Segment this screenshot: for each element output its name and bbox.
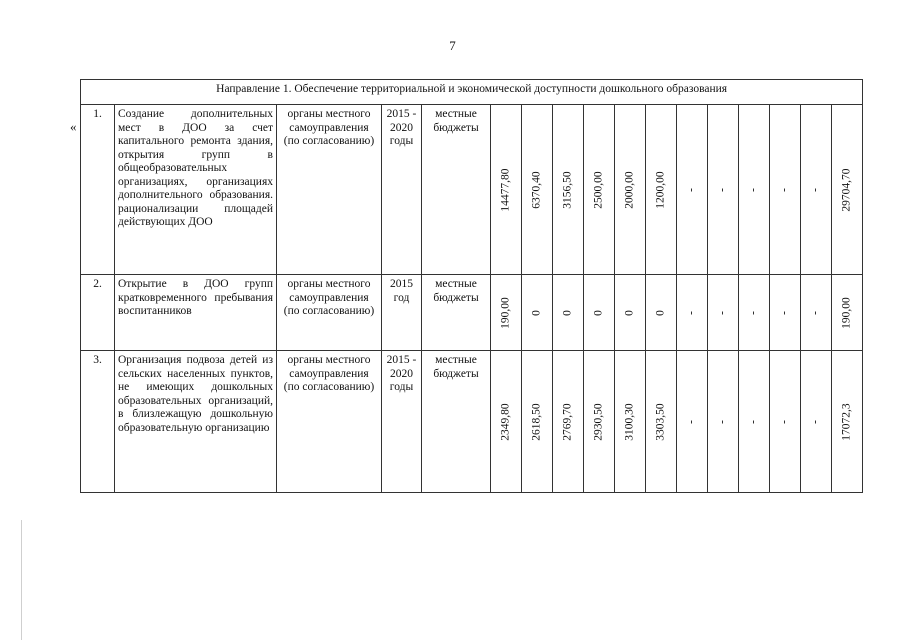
value-cell xyxy=(522,275,553,351)
value-cell xyxy=(677,351,708,493)
quote-mark: « xyxy=(70,119,77,134)
value-text: - xyxy=(685,419,698,424)
value-text: 0 xyxy=(654,309,667,316)
value-text: 0 xyxy=(530,309,543,316)
value-text: - xyxy=(716,419,729,424)
executor-cell: органы местного самоуправления (по согласованию) xyxy=(277,351,382,493)
source-cell: местные бюджеты xyxy=(422,351,491,493)
value-text: 14477,80 xyxy=(499,167,512,212)
value-cell xyxy=(770,351,801,493)
measure-cell: Организация подвоза детей из сельских населенных пунктов, не имеющих дошкольных образовательных организаций, в близлежащую дошкольную образовательную организацию xyxy=(115,351,277,493)
source-cell: местные бюджеты xyxy=(422,275,491,351)
value-cell xyxy=(677,105,708,275)
value-cell xyxy=(553,105,584,275)
value-text: 190,00 xyxy=(840,296,853,329)
value-cell xyxy=(615,105,646,275)
value-text: 2618,50 xyxy=(530,402,543,441)
value-text: 0 xyxy=(623,309,636,316)
value-text: 3156,50 xyxy=(561,170,574,209)
value-text: - xyxy=(809,187,822,192)
row-number: 2. xyxy=(81,275,115,351)
value-text: - xyxy=(747,310,760,315)
value-cell xyxy=(708,275,739,351)
value-text: 1200,00 xyxy=(654,170,667,209)
value-cell xyxy=(739,275,770,351)
value-cell xyxy=(491,275,522,351)
value-text: - xyxy=(716,310,729,315)
value-cell xyxy=(832,105,863,275)
value-cell xyxy=(584,105,615,275)
value-text: - xyxy=(809,419,822,424)
value-text: 6370,40 xyxy=(530,170,543,209)
value-text: 0 xyxy=(561,309,574,316)
section-row xyxy=(81,80,863,105)
executor-cell: органы местного самоуправления (по согласованию) xyxy=(277,105,382,275)
value-cell xyxy=(801,275,832,351)
value-text: 2769,70 xyxy=(561,402,574,441)
value-cell xyxy=(522,351,553,493)
value-cell xyxy=(584,351,615,493)
value-text: - xyxy=(685,187,698,192)
value-cell xyxy=(522,105,553,275)
value-text: 2349,80 xyxy=(499,402,512,441)
value-text: - xyxy=(747,187,760,192)
table-row xyxy=(81,275,863,351)
value-text: - xyxy=(778,419,791,424)
value-cell xyxy=(646,275,677,351)
value-cell xyxy=(646,351,677,493)
table-row xyxy=(81,105,863,275)
value-text: 2000,00 xyxy=(623,170,636,209)
value-cell xyxy=(739,105,770,275)
value-cell xyxy=(646,105,677,275)
value-cell xyxy=(677,275,708,351)
value-text: 29704,70 xyxy=(840,167,853,212)
value-cell xyxy=(739,351,770,493)
value-cell xyxy=(615,351,646,493)
measure-cell: Создание дополнительных мест в ДОО за счет капитального ремонта здания, открытия групп в общеобразовательных организациях, организациях дополнительного образования. рационализации площадей действующих ДОО xyxy=(115,105,277,275)
value-text: - xyxy=(716,187,729,192)
value-text: - xyxy=(778,310,791,315)
value-text: 2930,50 xyxy=(592,402,605,441)
value-cell xyxy=(801,351,832,493)
value-cell xyxy=(708,105,739,275)
value-cell xyxy=(770,105,801,275)
program-table xyxy=(80,79,863,493)
value-cell xyxy=(832,275,863,351)
row-number: 3. xyxy=(81,351,115,493)
executor-cell: органы местного самоуправления (по согласованию) xyxy=(277,275,382,351)
measure-cell: Открытие в ДОО групп кратковременного пребывания воспитанников xyxy=(115,275,277,351)
table-row xyxy=(81,351,863,493)
page-number: 7 xyxy=(449,38,456,53)
value-cell xyxy=(491,351,522,493)
value-text: 0 xyxy=(592,309,605,316)
value-cell xyxy=(615,275,646,351)
value-cell xyxy=(553,351,584,493)
value-cell xyxy=(801,105,832,275)
value-text: 17072,3 xyxy=(840,402,853,441)
value-cell xyxy=(832,351,863,493)
value-text: 2500,00 xyxy=(592,170,605,209)
source-cell: местные бюджеты xyxy=(422,105,491,275)
value-cell xyxy=(491,105,522,275)
value-cell xyxy=(770,275,801,351)
term-cell: 2015 год xyxy=(382,275,422,351)
value-cell xyxy=(584,275,615,351)
value-text: 190,00 xyxy=(499,296,512,329)
value-text: - xyxy=(747,419,760,424)
value-cell xyxy=(708,351,739,493)
term-cell: 2015 - 2020 годы xyxy=(382,105,422,275)
row-number: 1. xyxy=(81,105,115,275)
value-text: - xyxy=(685,310,698,315)
margin-line xyxy=(21,520,22,640)
value-text: 3100,30 xyxy=(623,402,636,441)
value-text: 3303,50 xyxy=(654,402,667,441)
term-cell: 2015 - 2020 годы xyxy=(382,351,422,493)
value-text: - xyxy=(778,187,791,192)
value-text: - xyxy=(809,310,822,315)
section-heading: Направление 1. Обеспечение территориальной и экономической доступности дошкольного образования xyxy=(81,80,863,105)
value-cell xyxy=(553,275,584,351)
